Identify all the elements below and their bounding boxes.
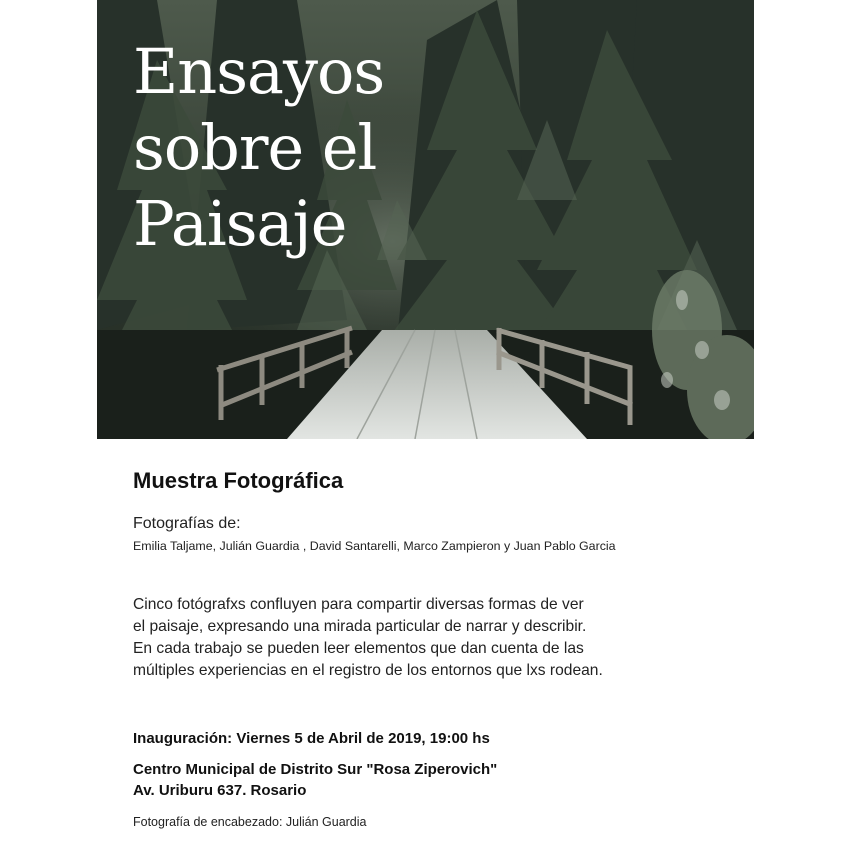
description-line: el paisaje, expresando una mirada particular de narrar y describir. [133, 618, 587, 635]
exhibition-title [133, 34, 384, 262]
title-line: sobre el [133, 111, 377, 184]
description-line: múltiples experiencias en el registro de los entornos que lxs rodean. [133, 662, 603, 679]
header-photo [97, 0, 754, 439]
venue-address [133, 759, 497, 801]
title-line: Ensayos [133, 35, 385, 108]
photo-credit: Fotografía de encabezado: Julián Guardia [133, 815, 367, 829]
photographers-names: Emilia Taljame, Julián Guardia , David Santarelli, Marco Zampieron y Juan Pablo Garcia [133, 539, 616, 553]
description-line: En cada trabajo se pueden leer elementos que dan cuenta de las [133, 640, 584, 657]
section-title: Muestra Fotográfica [133, 468, 344, 493]
description-line: Cinco fotógrafxs confluyen para compartir diversas formas de ver [133, 596, 584, 613]
photographers-label: Fotografías de: [133, 515, 241, 532]
title-line: Paisaje [133, 187, 347, 260]
venue-line: Centro Municipal de Distrito Sur "Rosa Ziperovich" [133, 761, 498, 778]
description [133, 594, 733, 682]
venue-line: Av. Uriburu 637. Rosario [133, 782, 307, 799]
opening-date: Inauguración: Viernes 5 de Abril de 2019, 19:00 hs [133, 730, 490, 747]
